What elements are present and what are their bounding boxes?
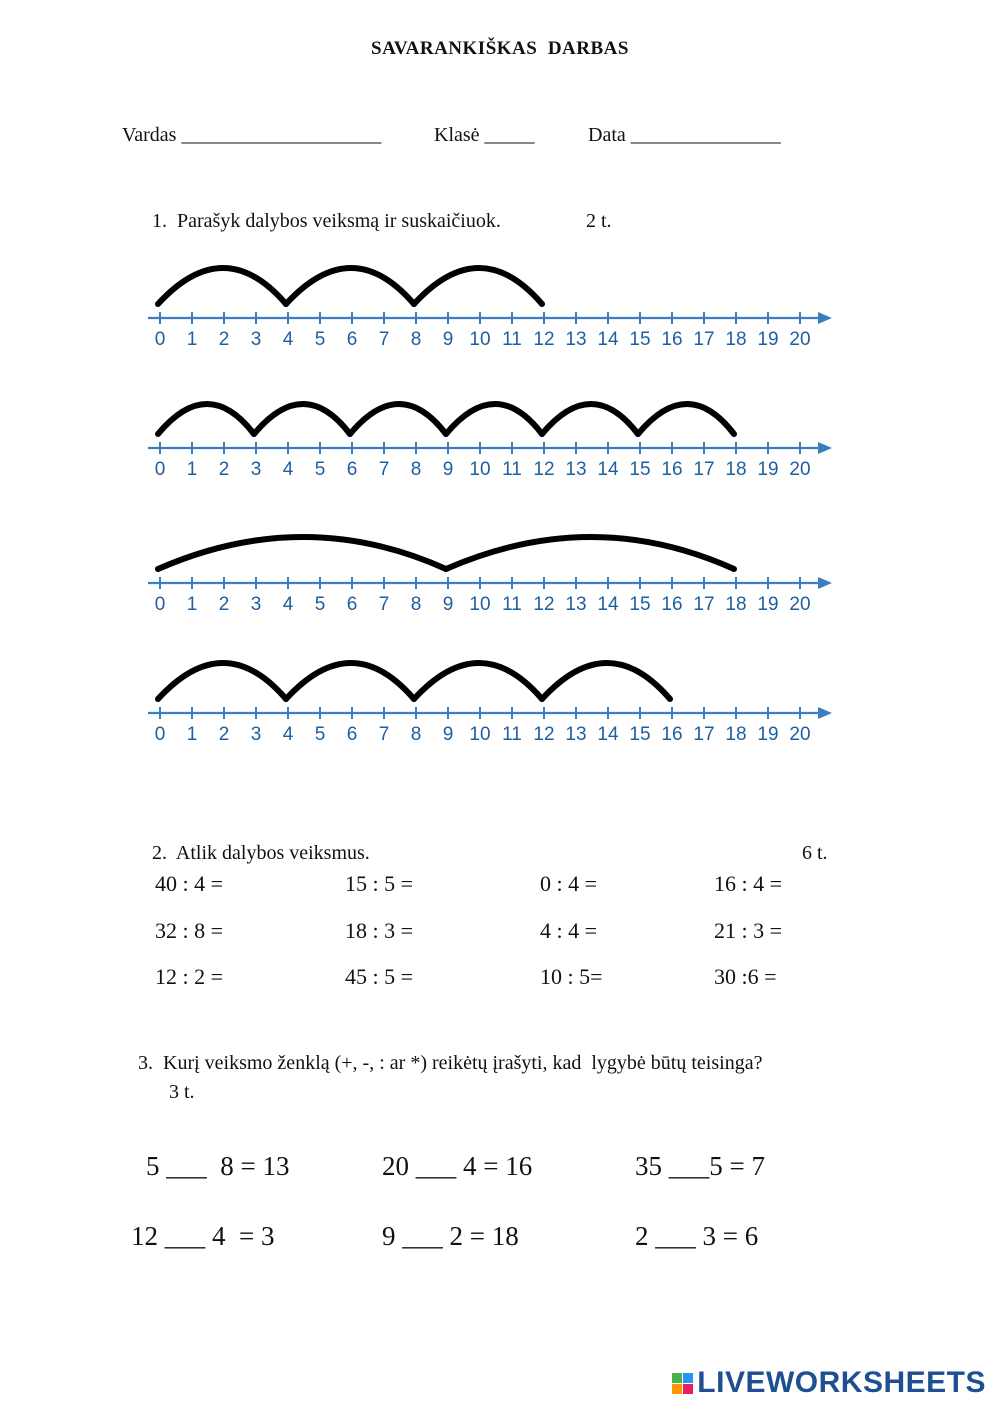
number-line-label: 10 — [469, 724, 491, 745]
number-line-label: 17 — [693, 724, 715, 745]
number-line-label: 12 — [533, 594, 555, 615]
number-line-label: 10 — [469, 459, 491, 480]
number-line-arrow — [818, 312, 832, 324]
division-exercise[interactable]: 10 : 5= — [540, 964, 603, 989]
number-line-label: 10 — [469, 594, 491, 615]
number-line-label: 3 — [250, 459, 262, 480]
number-line-2 — [140, 380, 840, 490]
class-field[interactable]: Klasė _____ — [434, 124, 535, 146]
number-line-label: 7 — [378, 724, 390, 745]
jump-arc — [286, 268, 414, 304]
number-line-label: 13 — [565, 594, 587, 615]
logo-icon — [672, 1373, 693, 1394]
number-line-arrow — [818, 577, 832, 589]
number-line-label: 3 — [250, 329, 262, 350]
number-line-label: 16 — [661, 724, 683, 745]
number-line-label: 11 — [502, 459, 522, 480]
number-line-label: 15 — [629, 594, 651, 615]
name-field[interactable]: Vardas ____________________ — [122, 124, 382, 146]
number-line-label: 18 — [725, 594, 747, 615]
number-line-label: 7 — [378, 329, 390, 350]
division-exercise[interactable]: 12 : 2 = — [155, 964, 224, 989]
number-line-label: 9 — [442, 329, 454, 350]
number-line-label: 6 — [346, 459, 358, 480]
jump-arc — [158, 404, 254, 434]
number-line-label: 13 — [565, 724, 587, 745]
number-line-label: 17 — [693, 459, 715, 480]
number-line-label: 2 — [218, 329, 230, 350]
number-line-label: 8 — [410, 594, 422, 615]
number-line-label: 20 — [789, 724, 811, 745]
number-line-label: 2 — [218, 724, 230, 745]
q3-points: 3 t. — [169, 1081, 195, 1103]
number-line-label: 20 — [789, 594, 811, 615]
number-line-label: 19 — [757, 329, 779, 350]
number-line-label: 1 — [186, 594, 198, 615]
operator-equation[interactable]: 12 ___ 4 = 3 — [131, 1221, 275, 1251]
division-exercise[interactable]: 4 : 4 = — [540, 918, 598, 943]
number-line-label: 20 — [789, 459, 811, 480]
number-line-label: 8 — [410, 724, 422, 745]
number-line-1 — [140, 250, 840, 360]
division-exercise[interactable]: 16 : 4 = — [714, 871, 783, 896]
operator-equation[interactable]: 2 ___ 3 = 6 — [635, 1221, 759, 1251]
number-line-label: 18 — [725, 329, 747, 350]
number-line-label: 4 — [282, 459, 294, 480]
jump-arc — [414, 268, 542, 304]
number-line-label: 8 — [410, 329, 422, 350]
jump-arc — [286, 663, 414, 699]
number-line-label: 14 — [597, 724, 619, 745]
jump-arc — [158, 537, 446, 569]
division-exercise[interactable]: 30 :6 = — [714, 964, 777, 989]
q2-instruction: 2. Atlik dalybos veiksmus. — [152, 842, 370, 864]
logo-text: LIVEWORKSHEETS — [697, 1366, 986, 1399]
number-line-label: 11 — [502, 724, 522, 745]
number-line-label: 17 — [693, 329, 715, 350]
number-line-label: 15 — [629, 459, 651, 480]
operator-equation[interactable]: 5 ___ 8 = 13 — [146, 1151, 290, 1181]
number-line-label: 14 — [597, 329, 619, 350]
number-line-label: 16 — [661, 329, 683, 350]
number-line-label: 0 — [154, 459, 166, 480]
number-line-label: 1 — [186, 459, 198, 480]
number-line-label: 19 — [757, 594, 779, 615]
jump-arc — [446, 404, 542, 434]
division-exercise[interactable]: 15 : 5 = — [345, 871, 414, 896]
jump-arc — [350, 404, 446, 434]
number-line-label: 19 — [757, 459, 779, 480]
number-line-label: 7 — [378, 459, 390, 480]
number-line-label: 9 — [442, 724, 454, 745]
number-line-label: 13 — [565, 329, 587, 350]
number-line-arrow — [818, 442, 832, 454]
number-line-label: 4 — [282, 329, 294, 350]
jump-arc — [638, 404, 734, 434]
number-line-label: 4 — [282, 594, 294, 615]
number-line-label: 11 — [502, 329, 522, 350]
number-line-arrow — [818, 707, 832, 719]
number-line-label: 9 — [442, 594, 454, 615]
number-line-label: 0 — [154, 594, 166, 615]
number-line-4 — [140, 645, 840, 755]
number-line-label: 13 — [565, 459, 587, 480]
jump-arc — [414, 663, 542, 699]
q1-instruction: 1. Parašyk dalybos veiksmą ir suskaičiuok. — [152, 210, 501, 232]
number-line-label: 11 — [502, 594, 522, 615]
number-line-label: 5 — [314, 329, 326, 350]
liveworksheets-logo — [672, 1366, 986, 1400]
number-line-label: 16 — [661, 594, 683, 615]
number-line-label: 15 — [629, 724, 651, 745]
division-exercise[interactable]: 18 : 3 = — [345, 918, 414, 943]
number-line-label: 10 — [469, 329, 491, 350]
number-line-label: 16 — [661, 459, 683, 480]
jump-arc — [158, 663, 286, 699]
number-line-label: 5 — [314, 724, 326, 745]
page-title: SAVARANKIŠKAS DARBAS — [371, 38, 629, 59]
number-line-label: 4 — [282, 724, 294, 745]
number-line-label: 1 — [186, 329, 198, 350]
division-exercise[interactable]: 32 : 8 = — [155, 918, 224, 943]
number-line-label: 18 — [725, 724, 747, 745]
number-line-label: 9 — [442, 459, 454, 480]
q3-instruction: 3. Kurį veiksmo ženklą (+, -, : ar *) reikėtų įrašyti, kad lygybė būtų teisinga? — [138, 1052, 763, 1074]
division-exercise[interactable]: 45 : 5 = — [345, 964, 414, 989]
jump-arc — [254, 404, 350, 434]
division-exercise[interactable]: 0 : 4 = — [540, 871, 598, 896]
number-line-label: 12 — [533, 459, 555, 480]
jump-arc — [446, 537, 734, 569]
number-line-label: 18 — [725, 459, 747, 480]
number-line-label: 15 — [629, 329, 651, 350]
number-line-label: 20 — [789, 329, 811, 350]
number-line-label: 17 — [693, 594, 715, 615]
q1-points: 2 t. — [586, 210, 612, 232]
number-line-label: 3 — [250, 594, 262, 615]
jump-arc — [158, 268, 286, 304]
number-line-label: 12 — [533, 329, 555, 350]
division-exercise[interactable]: 40 : 4 = — [155, 871, 224, 896]
q2-points: 6 t. — [802, 842, 828, 864]
number-line-label: 5 — [314, 459, 326, 480]
number-line-3 — [140, 515, 840, 625]
division-exercise[interactable]: 21 : 3 = — [714, 918, 783, 943]
number-line-label: 7 — [378, 594, 390, 615]
number-line-label: 2 — [218, 459, 230, 480]
number-line-label: 0 — [154, 329, 166, 350]
jump-arc — [542, 663, 670, 699]
operator-equation[interactable]: 35 ___5 = 7 — [635, 1151, 765, 1181]
number-line-label: 3 — [250, 724, 262, 745]
number-line-label: 14 — [597, 459, 619, 480]
number-line-label: 6 — [346, 724, 358, 745]
operator-equation[interactable]: 20 ___ 4 = 16 — [382, 1151, 533, 1181]
number-line-label: 6 — [346, 329, 358, 350]
jump-arc — [542, 404, 638, 434]
operator-equation[interactable]: 9 ___ 2 = 18 — [382, 1221, 519, 1251]
number-line-label: 2 — [218, 594, 230, 615]
number-line-label: 14 — [597, 594, 619, 615]
number-line-label: 0 — [154, 724, 166, 745]
number-line-label: 6 — [346, 594, 358, 615]
number-line-label: 8 — [410, 459, 422, 480]
number-line-label: 5 — [314, 594, 326, 615]
number-line-label: 19 — [757, 724, 779, 745]
number-line-label: 12 — [533, 724, 555, 745]
number-line-label: 1 — [186, 724, 198, 745]
date-field[interactable]: Data _______________ — [588, 124, 781, 146]
